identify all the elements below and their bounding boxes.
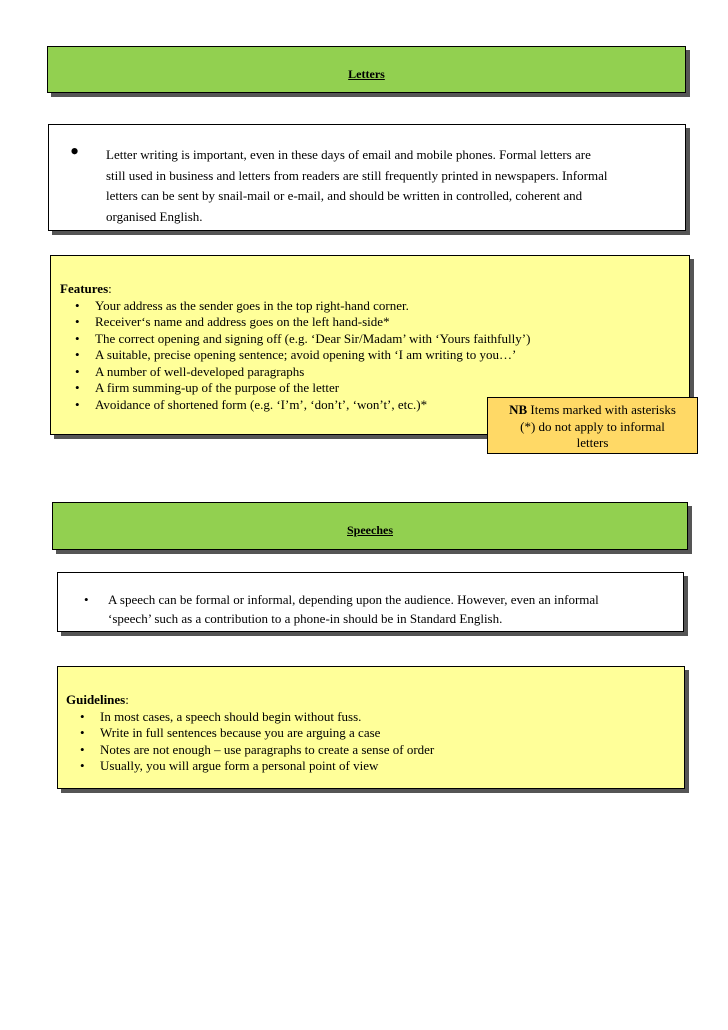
letters-intro-box (48, 124, 686, 231)
list-item: • Write in full sentences because you are arguing a case (80, 725, 381, 740)
list-item: • Your address as the sender goes in the top right-hand corner. (75, 297, 409, 313)
letters-title-box (47, 46, 686, 93)
features-label: Features (60, 281, 109, 296)
intro-line: A speech can be formal or informal, depending upon the audience. However, even an informal (108, 592, 599, 607)
guidelines-list (58, 709, 434, 775)
intro-line: letters can be sent by snail-mail or e-mail, and should be written in controlled, coherent and (106, 188, 583, 203)
bullet-icon: • (70, 137, 80, 166)
speeches-title: Speeches (347, 523, 393, 537)
list-item: • A number of well-developed paragraphs (75, 363, 305, 379)
note-line: letters (576, 435, 609, 450)
intro-line: still used in business and letters from readers are still frequently printed in newspapers. Informal (106, 167, 608, 183)
bullet-icon: • (84, 592, 89, 607)
intro-line: Letter writing is important, even in these days of email and mobile phones. Formal letters are (106, 147, 591, 162)
features-heading: Features: (60, 281, 112, 296)
speeches-intro-text (108, 590, 599, 628)
nb-note-box (487, 397, 698, 454)
speeches-title-box (52, 502, 688, 550)
list-item: • A suitable, precise opening sentence; avoid opening with ‘I am writing to you…’ (75, 347, 517, 362)
list-item: • Notes are not enough – use paragraphs to create a sense of order (80, 741, 435, 757)
nb-label: NB (509, 402, 528, 417)
intro-line: organised English. (106, 208, 203, 224)
features-list (51, 298, 530, 414)
guidelines-heading: Guidelines: (66, 692, 129, 707)
intro-line: ‘speech’ such as a contribution to a phone-in should be in Standard English. (108, 611, 503, 626)
note-line: (*) do not apply to informal (520, 418, 665, 434)
letters-title: Letters (348, 67, 385, 81)
list-item: • Avoidance of shortened form (e.g. ‘I’m’, ‘don’t’, ‘won’t’, etc.)* (75, 396, 428, 412)
list-item: • Receiver‘s name and address goes on the left hand-side* (75, 314, 390, 329)
guidelines-box (57, 666, 685, 789)
list-item: • In most cases, a speech should begin without fuss. (80, 708, 362, 724)
letters-intro-text (106, 145, 607, 227)
list-item: • Usually, you will argue form a personal point of view (80, 758, 379, 773)
list-item: • The correct opening and signing off (e.g. ‘Dear Sir/Madam’ with ‘Yours faithfully’) (75, 330, 531, 346)
note-line: Items marked with asterisks (530, 402, 676, 417)
guidelines-label: Guidelines (66, 692, 126, 707)
list-item: • A firm summing-up of the purpose of the letter (75, 380, 340, 395)
speeches-intro-box (57, 572, 684, 632)
